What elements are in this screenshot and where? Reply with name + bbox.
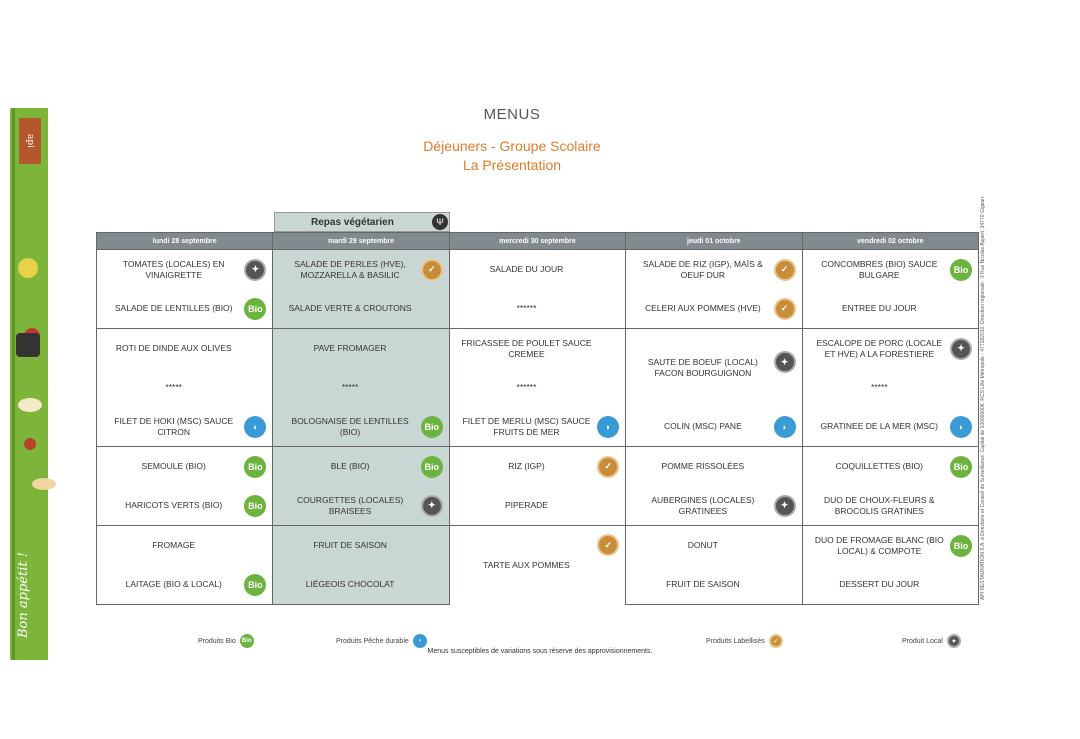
bio-product-icon: Bio bbox=[244, 574, 266, 596]
local-product-icon: ✦ bbox=[774, 351, 796, 373]
legend-local bbox=[902, 634, 961, 648]
label-product-icon: ✓ bbox=[769, 634, 783, 648]
bio-product-icon: Bio bbox=[950, 259, 972, 281]
label-product-icon: ✓ bbox=[774, 259, 796, 281]
day-header-row bbox=[97, 233, 979, 250]
menu-cell: ENTREE DU JOUR bbox=[802, 289, 978, 329]
legend-peche-label: Produits Pêche durable bbox=[336, 637, 409, 645]
menu-cell: ROTI DE DINDE AUX OLIVES bbox=[97, 329, 273, 369]
menu-cell: DUO DE CHOUX-FLEURS & BROCOLIS GRATINES bbox=[802, 486, 978, 526]
menu-cell: ***** bbox=[802, 368, 978, 407]
bio-product-icon: Bio bbox=[421, 456, 443, 478]
menu-cell: HARICOTS VERTS (BIO) Bio bbox=[97, 486, 273, 526]
menu-cell: RIZ (IGP) ✓ bbox=[449, 447, 625, 487]
local-product-icon: ✦ bbox=[244, 259, 266, 281]
menu-cell: COLIN (MSC) PANE ◗ bbox=[626, 407, 802, 447]
vegetarian-meal-tab: Repas végétarien bbox=[274, 212, 450, 232]
table-row bbox=[97, 526, 979, 566]
menu-cell: BOLOGNAISE DE LENTILLES (BIO) Bio bbox=[273, 407, 449, 447]
side-banner bbox=[10, 108, 48, 739]
banner-number: 2 bbox=[16, 693, 42, 739]
menu-cell: CELERI AUX POMMES (HVE) ✓ bbox=[626, 289, 802, 329]
table-row bbox=[97, 329, 979, 369]
local-product-icon: ✦ bbox=[950, 338, 972, 360]
menu-cell: TOMATES (LOCALES) EN VINAIGRETTE ✦ bbox=[97, 250, 273, 290]
sustainable-fishing-icon: ◗ bbox=[950, 416, 972, 438]
menu-cell: SEMOULE (BIO) Bio bbox=[97, 447, 273, 487]
menu-table bbox=[96, 232, 979, 605]
legend-bio bbox=[198, 634, 254, 648]
menu-cell: COQUILLETTES (BIO) Bio bbox=[802, 447, 978, 487]
menu-cell: FILET DE HOKI (MSC) SAUCE CITRON ◗ bbox=[97, 407, 273, 447]
menu-cell: DESSERT DU JOUR bbox=[802, 565, 978, 605]
menu-cell: LAITAGE (BIO & LOCAL) Bio bbox=[97, 565, 273, 605]
table-row bbox=[97, 486, 979, 526]
bio-product-icon: Bio bbox=[950, 535, 972, 557]
local-product-icon: ✦ bbox=[421, 495, 443, 517]
legend-peche bbox=[336, 634, 427, 648]
menu-cell: SAUTE DE BOEUF (LOCAL) FACON BOURGUIGNON ✦ bbox=[626, 329, 802, 408]
menu-cell: FILET DE MERLU (MSC) SAUCE FRUITS DE MER ◗ bbox=[449, 407, 625, 447]
supply-note: Menus susceptibles de variations sous réserve des approvisionnements. bbox=[427, 648, 653, 655]
menu-cell: TARTE AUX POMMES ✓ bbox=[449, 526, 625, 605]
day-header-wednesday: mercredi 30 septembre bbox=[449, 233, 625, 250]
menu-cell: BLE (BIO) Bio bbox=[273, 447, 449, 487]
table-row bbox=[97, 368, 979, 407]
table-row bbox=[97, 447, 979, 487]
sustainable-fishing-icon: ◗ bbox=[774, 416, 796, 438]
label-product-icon: ✓ bbox=[597, 456, 619, 478]
menu-cell: SALADE VERTE & CROUTONS bbox=[273, 289, 449, 329]
legend-label-label: Produits Labellisés bbox=[706, 637, 765, 645]
day-header-thursday: jeudi 01 octobre bbox=[626, 233, 802, 250]
page-title: MENUS bbox=[483, 106, 541, 123]
menu-cell: FRUIT DE SAISON bbox=[273, 526, 449, 566]
bio-product-icon: Bio bbox=[244, 495, 266, 517]
menu-cell: PAVE FROMAGER bbox=[273, 329, 449, 369]
menu-cell: ***** bbox=[273, 368, 449, 407]
company-legal-text: API RESTAURATION S.A. à Directoire et Conseil de Surveillance. Capital de 10000000€. RCS Lille Métropole - 477182010. Direction régionale : 3 Rue Nicolas Appert, 34770 Gigean bbox=[980, 196, 986, 600]
menu-cell: ESCALOPE DE PORC (LOCALE ET HVE) A LA FORESTIERE ✦ bbox=[802, 329, 978, 369]
bio-product-icon: Bio bbox=[950, 456, 972, 478]
bio-product-icon: Bio bbox=[421, 416, 443, 438]
banner-slogan: Bon appétit ! bbox=[16, 552, 31, 638]
menu-cell: GRATINEE DE LA MER (MSC) ◗ bbox=[802, 407, 978, 447]
menu-cell: POMME RISSOLÉES bbox=[626, 447, 802, 487]
sustainable-fishing-icon: ◗ bbox=[597, 416, 619, 438]
bio-product-icon: Bio bbox=[240, 634, 254, 648]
day-header-friday: vendredi 02 octobre bbox=[802, 233, 978, 250]
menu-cell: PIPERADE bbox=[449, 486, 625, 526]
menu-cell: DONUT bbox=[626, 526, 802, 566]
decoration-circle bbox=[18, 258, 38, 278]
menu-cell: ****** bbox=[449, 368, 625, 407]
menu-cell: ***** bbox=[97, 368, 273, 407]
table-row bbox=[97, 407, 979, 447]
page-subtitle-1: Déjeuners - Groupe Scolaire bbox=[423, 138, 601, 154]
bio-product-icon: Bio bbox=[244, 456, 266, 478]
menu-cell: SALADE DU JOUR bbox=[449, 250, 625, 290]
decoration-circle bbox=[24, 438, 36, 450]
menu-cell: CONCOMBRES (BIO) SAUCE BULGARE Bio bbox=[802, 250, 978, 290]
local-product-icon: ✦ bbox=[947, 634, 961, 648]
day-header-monday: lundi 28 septembre bbox=[97, 233, 273, 250]
table-row bbox=[97, 250, 979, 290]
scale-icon bbox=[16, 333, 40, 357]
sustainable-fishing-icon: ◗ bbox=[244, 416, 266, 438]
menu-cell: SALADE DE RIZ (IGP), MAÏS & OEUF DUR ✓ bbox=[626, 250, 802, 290]
legend-label bbox=[706, 634, 783, 648]
day-header-tuesday: mardi 29 septembre bbox=[273, 233, 449, 250]
page-subtitle-2: La Présentation bbox=[462, 157, 562, 173]
menu-cell: ****** bbox=[449, 289, 625, 329]
table-row bbox=[97, 289, 979, 329]
menu-cell: AUBERGINES (LOCALES) GRATINEES ✦ bbox=[626, 486, 802, 526]
decoration-circle bbox=[18, 398, 42, 412]
label-product-icon: ✓ bbox=[421, 259, 443, 281]
label-product-icon: ✓ bbox=[774, 298, 796, 320]
menu-cell: FRUIT DE SAISON bbox=[626, 565, 802, 605]
banner-stripe bbox=[12, 108, 15, 660]
menu-cell: FRICASSEE DE POULET SAUCE CREMEE bbox=[449, 329, 625, 369]
menu-cell: DUO DE FROMAGE BLANC (BIO LOCAL) & COMPOTE Bio bbox=[802, 526, 978, 566]
legend-bio-label: Produits Bio bbox=[198, 637, 236, 645]
vegetarian-icon: Ψ bbox=[432, 214, 448, 230]
label-product-icon: ✓ bbox=[597, 534, 619, 556]
bio-product-icon: Bio bbox=[244, 298, 266, 320]
menu-cell: SALADE DE LENTILLES (BIO) Bio bbox=[97, 289, 273, 329]
menu-cell: SALADE DE PERLES (HVE), MOZZARELLA & BASILIC ✓ bbox=[273, 250, 449, 290]
menu-cell: LIÉGEOIS CHOCOLAT bbox=[273, 565, 449, 605]
menu-cell: COURGETTES (LOCALES) BRAISEES ✦ bbox=[273, 486, 449, 526]
legend-local-label: Produit Local bbox=[902, 637, 943, 645]
pie-icon bbox=[32, 478, 56, 490]
local-product-icon: ✦ bbox=[774, 495, 796, 517]
menu-cell: FROMAGE bbox=[97, 526, 273, 566]
api-logo: api bbox=[19, 118, 41, 164]
sustainable-fishing-icon: ◗ bbox=[413, 634, 427, 648]
